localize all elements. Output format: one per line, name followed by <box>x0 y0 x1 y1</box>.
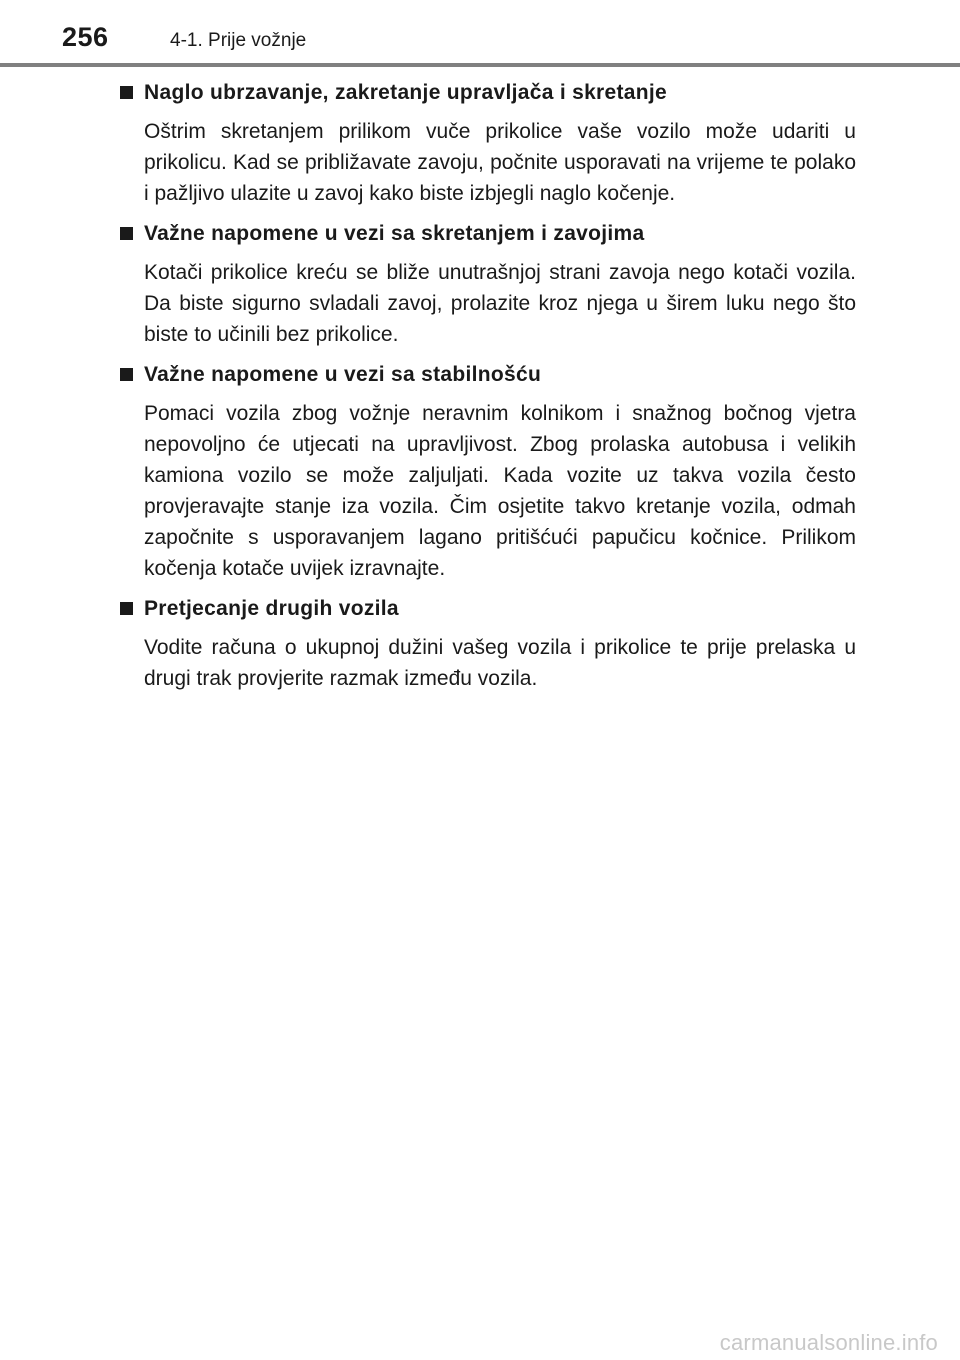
section-heading <box>120 594 856 624</box>
section-heading-text: Važne napomene u vezi sa skretanjem i zavojima <box>144 222 645 245</box>
section-stability-notes <box>120 360 856 584</box>
page-content <box>120 78 856 704</box>
section-heading-text: Pretjecanje drugih vozila <box>144 597 399 620</box>
section-turning-notes <box>120 219 856 350</box>
section-body: Pomaci vozila zbog vožnje neravnim kolnikom i snažnog bočnog vjetra nepovoljno će utjecati na upravljivost. Zbog prolaska autobusa i velikih kamiona vozilo se može zaljuljati. Kada vozite uz takva vozila često provjeravajte stanje iza vozila. Čim osjetite takvo kretanje vozila, odmah započnite s usporavanjem lagano pritišćući papučicu kočnice. Prilikom kočenja kotače uvijek izravnajte. <box>144 402 856 580</box>
page-header <box>0 0 960 70</box>
square-bullet-icon <box>120 368 133 381</box>
watermark: carmanualsonline.info <box>719 1330 938 1355</box>
page-number: 256 <box>62 22 109 52</box>
section-heading <box>120 78 856 108</box>
square-bullet-icon <box>120 86 133 99</box>
section-heading-text: Važne napomene u vezi sa stabilnošću <box>144 363 542 386</box>
section-sudden-acceleration <box>120 78 856 209</box>
section-body: Oštrim skretanjem prilikom vuče prikolice vaše vozilo može udariti u prikolicu. Kad se približavate zavoju, počnite usporavati na vrijeme te polako i pažljivo ulazite u zavoj kako biste izbjegli naglo kočenje. <box>144 120 856 205</box>
section-overtaking <box>120 594 856 694</box>
section-title: 4-1. Prije vožnje <box>170 30 307 51</box>
section-body: Vodite računa o ukupnoj dužini vašeg vozila i prikolice te prije prelaska u drugi trak provjerite razmak između vozila. <box>144 636 856 690</box>
section-heading <box>120 360 856 390</box>
section-body: Kotači prikolice kreću se bliže unutrašnjoj strani zavoja nego kotači vozila. Da biste sigurno svladali zavoj, prolazite kroz njega u širem luku nego što biste to učinili bez prikolice. <box>144 261 856 346</box>
square-bullet-icon <box>120 602 133 615</box>
square-bullet-icon <box>120 227 133 240</box>
section-heading <box>120 219 856 249</box>
header-divider <box>0 63 960 67</box>
section-heading-text: Naglo ubrzavanje, zakretanje upravljača i skretanje <box>144 81 668 104</box>
